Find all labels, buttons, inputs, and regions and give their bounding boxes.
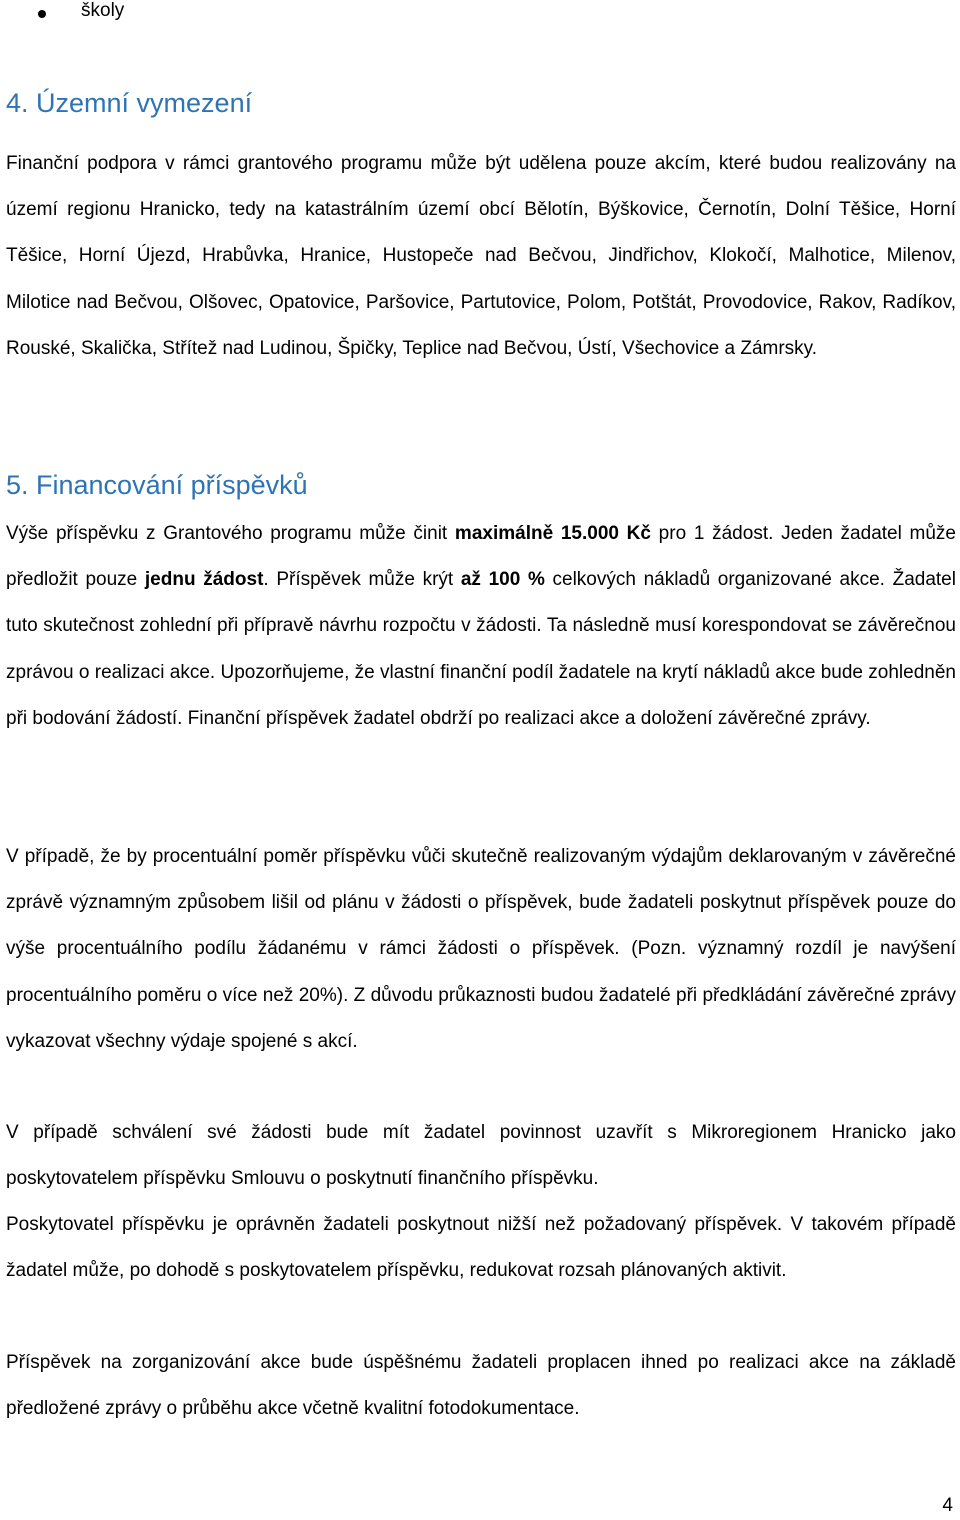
territory-paragraph: Finanční podpora v rámci grantového programu může být udělena pouze akcím, které budou realizovány na území regionu Hranicko, tedy na katastrálním území obcí Bělotín, Býškovice, Černotín, Dolní Těšice, Horní Těšice, Horní Újezd, Hrabůvka, Hranice, Hustopeče nad Bečvou, Jindřichov, Klokočí, Malhotice, Milenov, Milotice nad Bečvou, Olšovec, Opatovice, Paršovice, Partutovice, Polom, Potštát, Provodovice, Rakov, Radíkov, Rouské, Skalička, Střítež nad Ludinou, Špičky, Teplice nad Bečvou, Ústí, Všechovice a Zámrsky. [6, 153, 956, 359]
financing-max-amount: maximálně 15.000 Kč [454, 523, 651, 544]
financing-text-3: . Příspěvek může krýt [263, 569, 461, 591]
payment-paragraph: Příspěvek na zorganizování akce bude úspěšnému žadateli proplacen ihned po realizaci akce na základě předložené zprávy o průběhu akce včetně kvalitní fotodokumentace. [6, 1352, 956, 1420]
ratio-paragraph: V případě, že by procentuální poměr příspěvku vůči skutečně realizovaným výdajům deklarovaným v závěrečné zprávě významným způsobem lišil od plánu v žádosti o příspěvek, bude žadateli poskytnut příspěvek pouze do výše procentuálního podílu žádanému v rámci žádosti o příspěvek. (Pozn. významný rozdíl je navýšení procentuálního poměru o více než 20%). Z důvodu průkaznosti budou žadatelé při předkládání závěrečné zprávy vykazovat všechny výdaje spojené s akcí. [6, 846, 956, 1052]
financing-text-1: Výše příspěvku z Grantového programu může činit [6, 523, 455, 544]
bullet-text: školy [81, 0, 125, 21]
lower-contribution-paragraph: Poskytovatel příspěvku je oprávněn žadateli poskytnout nižší než požadovaný příspěvek. V takovém případě žadatel může, po dohodě s poskytovatelem příspěvku, redukovat rozsah plánovaných aktivit. [6, 1214, 956, 1282]
contract-paragraph: V případě schválení své žádosti bude mít žadatel povinnost uzavřít s Mikroregionem Hranicko jako poskytovatelem příspěvku Smlouvu o poskytnutí finančního příspěvku. [6, 1122, 956, 1190]
section-5-heading: 5. Financování příspěvků [6, 470, 308, 500]
bullet-list-item [0, 0, 960, 30]
financing-one-application: jednu žádost [144, 569, 264, 591]
financing-text-2: pro 1 žádost. Jeden žadatel může předložit pouze [6, 523, 956, 591]
page-number: 4 [942, 1495, 953, 1516]
financing-percent: až 100 % [460, 569, 545, 591]
section-4-heading: 4. Územní vymezení [6, 88, 253, 118]
financing-paragraph [6, 511, 956, 742]
bullet-dot-icon [38, 10, 46, 18]
financing-text-4: celkových nákladů organizované akce. Žadatel tuto skutečnost zohlední při přípravě návrhu rozpočtu v žádosti. Ta následně musí korespondovat se závěrečnou zprávou o realizaci akce. Upozorňujeme, že vlastní finanční podíl žadatele na krytí nákladů akce bude zohledněn při bodování žádostí. Finanční příspěvek žadatel obdrží po realizaci akce a doložení závěrečné zprávy. [6, 569, 956, 729]
